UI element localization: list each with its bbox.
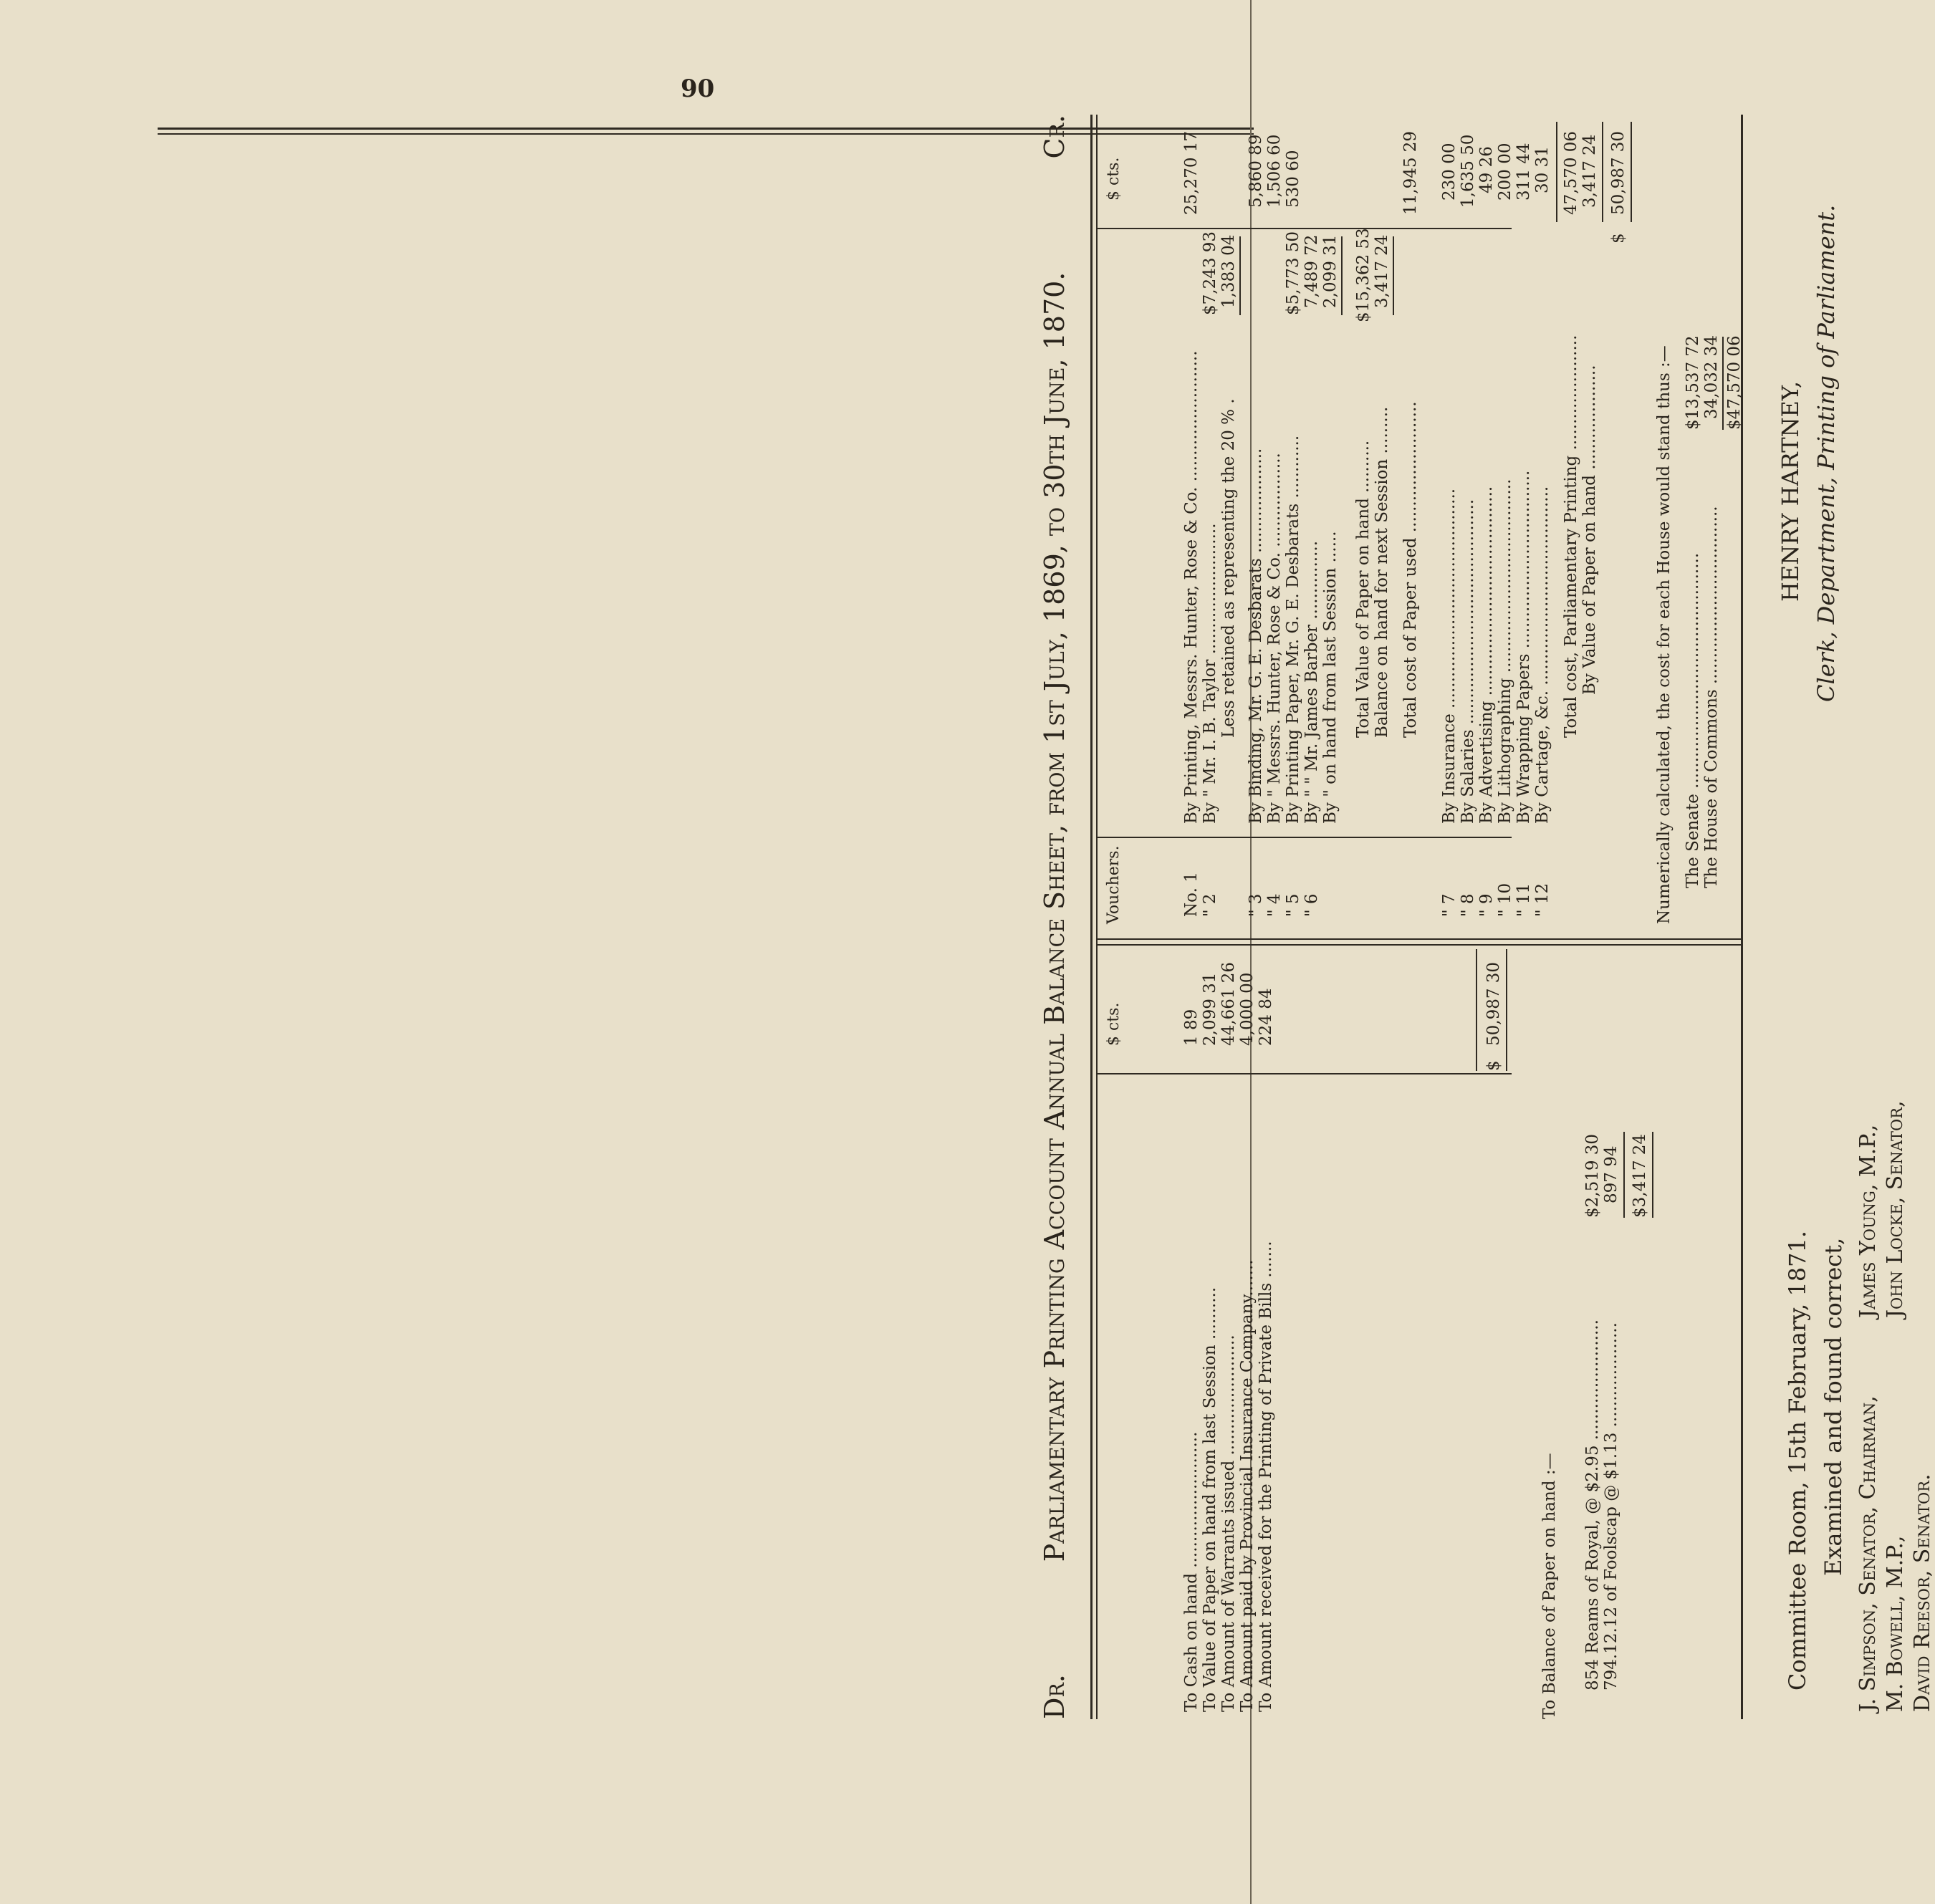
credit-total-label: Total cost, Parliamentary Printing ...................... bbox=[1562, 335, 1580, 738]
debit-label: To Amount of Warrants issued ....................... bbox=[1219, 1335, 1238, 1712]
numerical-total: $47,570 06 bbox=[1725, 335, 1744, 430]
rotated-balance-sheet bbox=[1039, 115, 1935, 1719]
sheet-title bbox=[1039, 115, 1082, 1719]
center-divider-2 bbox=[1096, 938, 1741, 940]
debit-label: To Amount paid by Provincial Insurance Company....... bbox=[1238, 1259, 1257, 1712]
credit-label: Total Value of Paper on hand .......... bbox=[1354, 440, 1373, 738]
voucher-number: " 7 bbox=[1440, 893, 1459, 917]
debit-row bbox=[1201, 1287, 1219, 1712]
voucher-number: " 10 bbox=[1496, 883, 1514, 917]
voucher-number: " 11 bbox=[1514, 883, 1533, 917]
paper-balance-rule bbox=[1623, 1132, 1625, 1218]
credit-label: By Salaries ........................................... bbox=[1459, 499, 1477, 824]
cr-label: Cr. bbox=[1039, 115, 1070, 159]
credit-grand-currency: $ bbox=[1609, 233, 1628, 244]
paper-balance-rule-bottom bbox=[1652, 1132, 1653, 1218]
voucher-number: " 2 bbox=[1201, 893, 1219, 917]
numerical-amount: $13,537 72 bbox=[1684, 335, 1702, 430]
credit-label: By Lithographing ..................................... bbox=[1496, 479, 1514, 824]
numerical-row: The Senate ............................................. bbox=[1684, 552, 1702, 888]
credit-amount: 5,860 89 bbox=[1247, 134, 1265, 208]
credit-amount: 230 00 bbox=[1440, 143, 1459, 201]
credit-label: Total cost of Paper used ......................... bbox=[1401, 401, 1420, 738]
debit-total-currency: $ bbox=[1484, 1060, 1503, 1071]
numerical-amount: 34,032 34 bbox=[1702, 335, 1721, 419]
paper-balance-row: 794.12.12 of Foolscap @ $1.13 .................... bbox=[1602, 1322, 1620, 1691]
clerk-name: HENRY HARTNEY, bbox=[1777, 380, 1804, 602]
numerical-row: The House of Commons .................................. bbox=[1702, 506, 1721, 888]
debit-amount: 224 84 bbox=[1257, 988, 1275, 1046]
credit-grand-amount: 50,987 30 bbox=[1609, 130, 1628, 215]
credit-sub: $15,362 53 bbox=[1354, 228, 1373, 322]
signer: M. Bowell, M.P., bbox=[1883, 1535, 1908, 1712]
header-rule-2 bbox=[1096, 115, 1098, 1719]
title-text: Parliamentary Printing Account Annual Balance Sheet, from 1st July, 1869, to 30th June, 1870. bbox=[1039, 271, 1070, 1562]
paper-balance-heading: To Balance of Paper on hand :— bbox=[1540, 1453, 1559, 1719]
credit-label: By Cartage, &c. ...................................... bbox=[1533, 486, 1552, 824]
credit-label: By " Messrs. Hunter, Rose & Co. .................. bbox=[1265, 453, 1284, 824]
credit-amount: 30 31 bbox=[1533, 146, 1552, 193]
examined-text: Examined and found correct, bbox=[1820, 1237, 1847, 1576]
numerical-rule bbox=[1722, 337, 1724, 430]
credit-sub: 3,417 24 bbox=[1373, 234, 1391, 308]
credit-amount: 530 60 bbox=[1284, 150, 1302, 208]
debit-total-rule bbox=[1476, 949, 1477, 1071]
credit-sub-rule bbox=[1341, 236, 1343, 315]
debit-amount: 1 89 bbox=[1182, 1009, 1201, 1046]
credit-sub: $7,243 93 bbox=[1201, 231, 1219, 315]
voucher-divider bbox=[1096, 837, 1512, 838]
signer-right: James Young, M.P., bbox=[1855, 1124, 1881, 1318]
voucher-number: " 6 bbox=[1302, 893, 1321, 917]
credit-amount: 1,506 60 bbox=[1265, 134, 1284, 208]
debit-amount: 44,661 26 bbox=[1219, 961, 1238, 1046]
voucher-number: " 12 bbox=[1533, 883, 1552, 917]
paper-balance-total: $3,417 24 bbox=[1631, 1133, 1649, 1218]
dr-label: Dr. bbox=[1039, 1674, 1070, 1719]
credit-label: Less retained as representing the 20 % . bbox=[1219, 398, 1238, 738]
debit-label: To Amount received for the Printing of Private Bills ....... bbox=[1257, 1241, 1275, 1712]
credit-label: By Wrapping Papers .................................. bbox=[1514, 470, 1533, 824]
credit-grand-rule bbox=[1602, 122, 1603, 222]
debit-row bbox=[1238, 1259, 1257, 1712]
paper-balance-amount: $2,519 30 bbox=[1583, 1133, 1602, 1218]
paper-balance-amount: 897 94 bbox=[1602, 1145, 1620, 1203]
credit-amount: 311 44 bbox=[1514, 143, 1533, 201]
voucher-number: " 3 bbox=[1247, 893, 1265, 917]
credit-sub-rule bbox=[1239, 236, 1241, 315]
debit-dollar-header: $ cts. bbox=[1105, 1002, 1123, 1046]
credit-label: By " Mr. I. B. Taylor ......................... bbox=[1201, 523, 1219, 824]
credit-sub-rule bbox=[1393, 236, 1394, 315]
credit-label: By " on hand from last Session ...... bbox=[1321, 531, 1340, 824]
credit-totals-rule bbox=[1556, 122, 1557, 222]
credit-amount: 11,945 29 bbox=[1401, 130, 1420, 215]
voucher-number: " 8 bbox=[1459, 893, 1477, 917]
credit-grand-rule-bottom bbox=[1631, 122, 1632, 222]
debit-total-amount: 50,987 30 bbox=[1484, 961, 1503, 1046]
debit-amount: 4,000 00 bbox=[1238, 972, 1257, 1046]
credit-label: By Printing Paper, Mr. G. E. Desbarats ............ bbox=[1284, 435, 1302, 824]
debit-label: To Value of Paper on hand from last Session .......... bbox=[1201, 1287, 1219, 1712]
page-number: 90 bbox=[681, 74, 715, 103]
debit-amount: 2,099 31 bbox=[1201, 972, 1219, 1046]
credit-label: Balance on hand for next Session ......... bbox=[1373, 406, 1391, 738]
credit-label: By Advertising ........................................ bbox=[1477, 486, 1496, 824]
credit-sub: 1,383 04 bbox=[1219, 234, 1238, 308]
debit-row bbox=[1219, 1335, 1238, 1712]
debit-label: To Cash on hand .......................... bbox=[1182, 1431, 1201, 1712]
credit-label: By Insurance .......................................... bbox=[1440, 488, 1459, 824]
center-divider bbox=[1096, 944, 1741, 946]
credit-sub: $5,773 50 bbox=[1284, 231, 1302, 315]
debit-total-rule-bottom bbox=[1506, 949, 1507, 1071]
credit-label: By " " Mr. James Barber ............... bbox=[1302, 540, 1321, 824]
paper-balance-row: 854 Reams of Royal, @ $2.95 ....................... bbox=[1583, 1319, 1602, 1691]
voucher-header: Vouchers. bbox=[1105, 845, 1123, 924]
credit-total-amount: 47,570 06 bbox=[1562, 130, 1580, 215]
credit-total-amount: 3,417 24 bbox=[1580, 134, 1599, 208]
credit-dollar-header: $ cts. bbox=[1105, 157, 1123, 201]
clerk-title: Clerk, Department, Printing of Parliament. bbox=[1812, 204, 1840, 702]
credit-total-label: By Value of Paper on hand .................... bbox=[1580, 365, 1599, 695]
signer: J. Simpson, Senator, Chairman, bbox=[1855, 1395, 1881, 1712]
credit-amount: 49 26 bbox=[1477, 146, 1496, 193]
committee-room: Committee Room, 15th February, 1871. bbox=[1784, 1230, 1811, 1691]
voucher-number: " 5 bbox=[1284, 893, 1302, 917]
signer: David Reesor, Senator. bbox=[1910, 1473, 1935, 1712]
voucher-number: No. 1 bbox=[1182, 872, 1201, 917]
credit-label: By Printing, Messrs. Hunter, Rose & Co. ......................... bbox=[1182, 350, 1201, 824]
credit-amount: 25,270 17 bbox=[1182, 130, 1201, 215]
credit-sub: 2,099 31 bbox=[1321, 234, 1340, 308]
voucher-number: " 9 bbox=[1477, 893, 1496, 917]
numerical-heading: Numerically calculated, the cost for each House would stand thus :— bbox=[1655, 345, 1674, 924]
credit-label: By Binding, Mr. G. E. Desbarats .................... bbox=[1247, 448, 1265, 824]
debit-row bbox=[1257, 1241, 1275, 1712]
debit-amount-divider bbox=[1096, 1073, 1512, 1074]
credit-amount: 200 00 bbox=[1496, 143, 1514, 201]
debit-row bbox=[1182, 1432, 1201, 1712]
signer-right: John Locke, Senator, bbox=[1883, 1100, 1908, 1318]
credit-amount: 1,635 50 bbox=[1459, 134, 1477, 208]
credit-sub: 7,489 72 bbox=[1302, 234, 1321, 308]
voucher-number: " 4 bbox=[1265, 893, 1284, 917]
header-rule bbox=[1090, 115, 1093, 1719]
credit-amount-divider bbox=[1096, 228, 1512, 229]
